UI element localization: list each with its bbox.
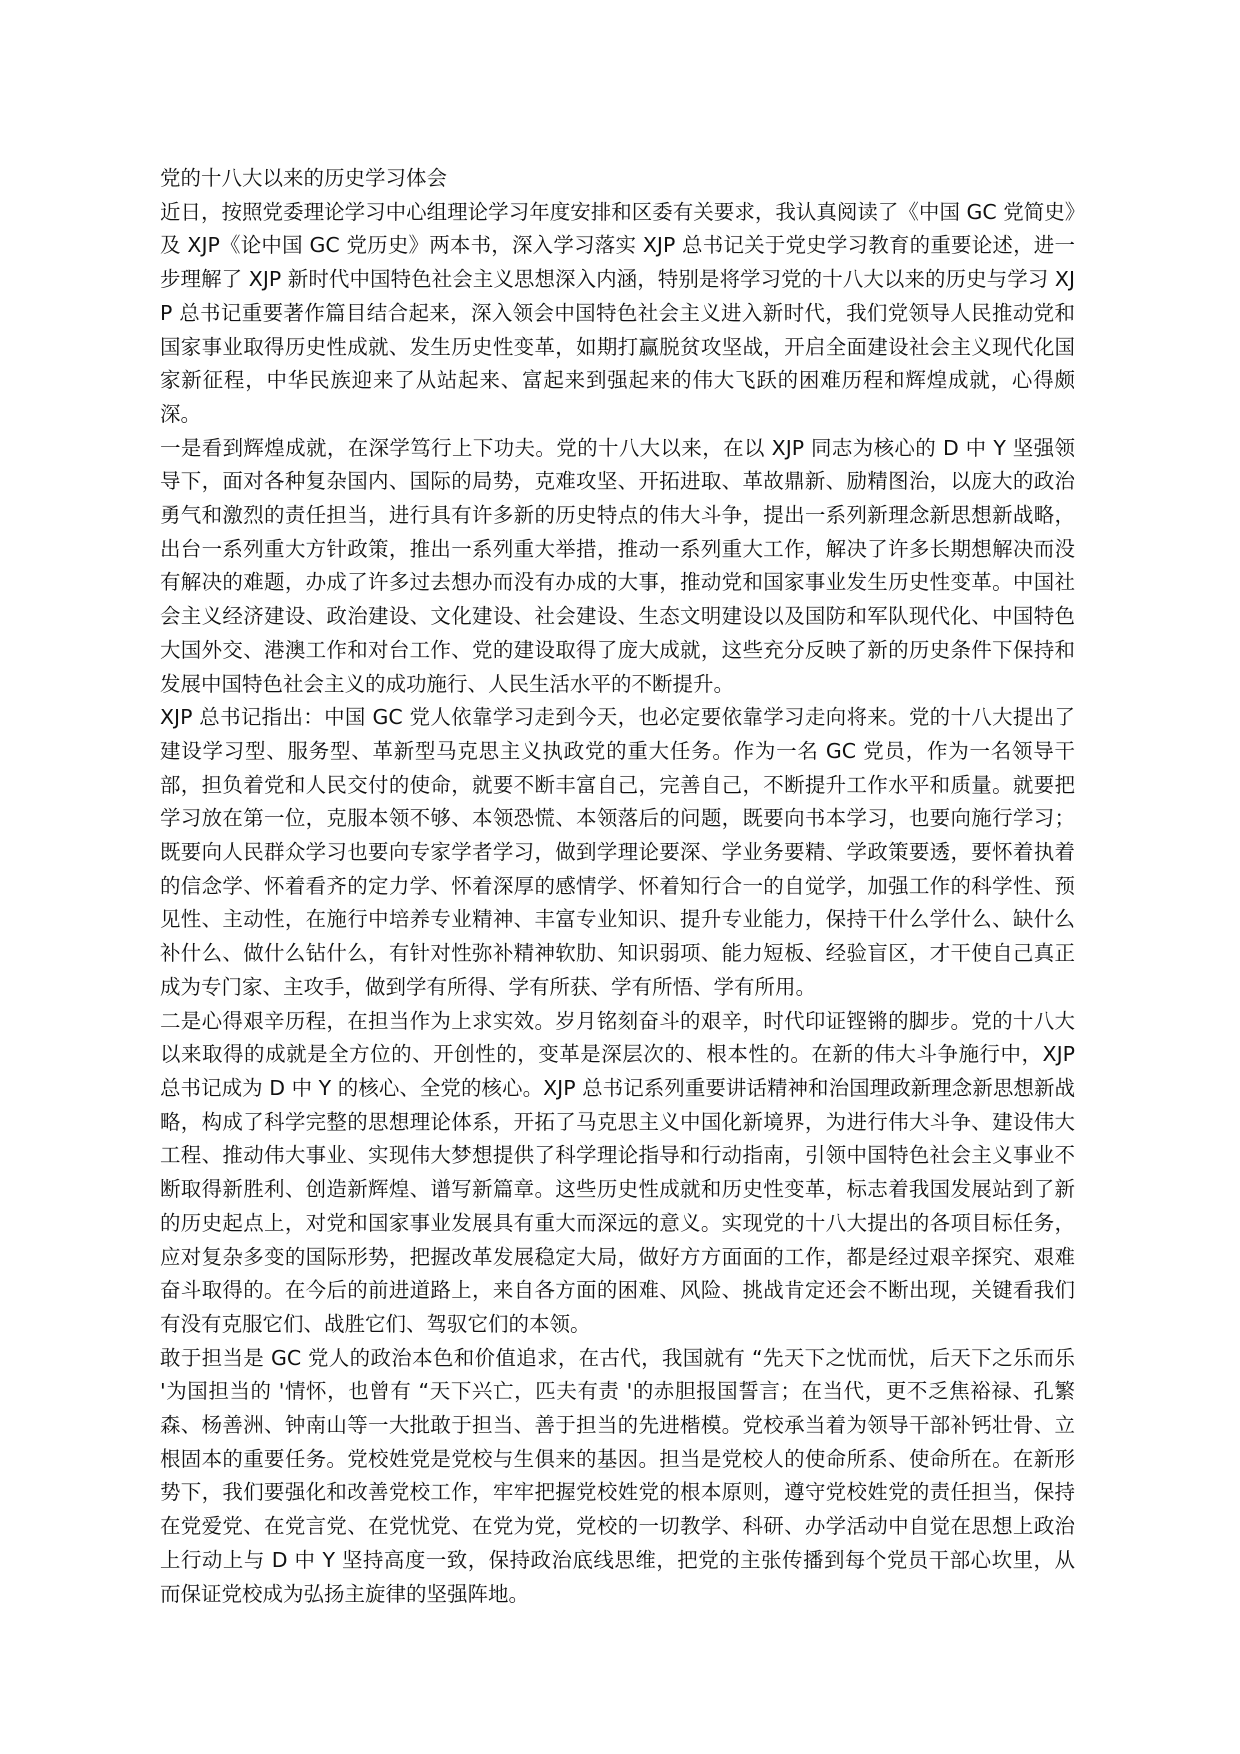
paragraph-responsibility: 敢于担当是 GC 党人的政治本色和价值追求，在古代，我国就有 “先天下之忧而忧，后天下之乐而乐 '为国担当的 '情怀，也曾有 “天下兴亡，匹夫有责 '的赤胆报国誓言；在当代，更不乏焦裕禄、孔繁森、杨善洲、钟南山等一大批敢于担当、善于担当的先进楷模。党校承当着为领导干部补钙壮骨、立根固本的重要任务。党校姓党是党校与生俱来的基因。担当是党校人的使命所系、使命所在。在新形势下，我们要强化和改善党校工作，牢牢把握党校姓党的根本原则，遵守党校姓党的责任担当，保持在党爱党、在党言党、在党忧党、在党为党，党校的一切教学、科研、办学活动中自觉在思想上政治上行动上与 D 中 Y 坚持高度一致，保持政治底线思维，把党的主张传播到每个党员干部心坎里，从而保证党校成为弘扬主旋律的坚强阵地。: [160, 1345, 1075, 1606]
paragraph-hardships: 二是心得艰辛历程，在担当作为上求实效。岁月铭刻奋斗的艰辛，时代印证铿锵的脚步。党的十八大以来取得的成就是全方位的、开创性的，变革是深层次的、根本性的。在新的伟大斗争施行中，XJP 总书记成为 D 中 Y 的核心、全党的核心。XJP 总书记系列重要讲话精神和治国理政新理念新思想新战略，构成了科学完整的思想理论体系，开拓了马克思主义中国化新境界，为进行伟大斗争、建设伟大工程、推动伟大事业、实现伟大梦想提供了科学理论指导和行动指南，引领中国特色社会主义事业不断取得新胜利、创造新辉煌、谱写新篇章。这些历史性成就和历史性变革，标志着我国发展站到了新的历史起点上，对党和国家事业发展具有重大而深远的意义。实现党的十八大提出的各项目标任务，应对复杂多变的国际形势，把握改革发展稳定大局，做好方方面面的工作，都是经过艰辛探究、艰难奋斗取得的。在今后的前进道路上，来自各方面的困难、风险、挑战肯定还会不断出现，关键看我们有没有克服它们、战胜它们、驾驭它们的本领。: [160, 1008, 1075, 1336]
document-title: 党的十八大以来的历史学习体会: [160, 166, 447, 190]
paragraph-intro: 近日，按照党委理论学习中心组理论学习年度安排和区委有关要求，我认真阅读了《中国 GC 党简史》及 XJP《论中国 GC 党历史》两本书，深入学习落实 XJP 总书记关于党史学习教育的重要论述，进一步理解了 XJP 新时代中国特色社会主义思想深入内涵，特别是将学习党的十八大以来的历史与学习 XJP 总书记重要著作篇目结合起来，深入领会中国特色社会主义进入新时代，我们党领导人民推动党和国家事业取得历史性成就、发生历史性变革，如期打赢脱贫攻坚战，开启全面建设社会主义现代化国家新征程，中华民族迎来了从站起来、富起来到强起来的伟大飞跃的困难历程和辉煌成就，心得颇深。: [160, 199, 1075, 426]
paragraph-learning: XJP 总书记指出：中国 GC 党人依靠学习走到今天，也必定要依靠学习走向将来。党的十八大提出了建设学习型、服务型、革新型马克思主义执政党的重大任务。作为一名 GC 党员，作为一名领导干部，担负着党和人民交付的使命，就要不断丰富自己，完善自己，不断提升工作水平和质量。就要把学习放在第一位，克服本领不够、本领恐慌、本领落后的问题，既要向书本学习，也要向施行学习；既要向人民群众学习也要向专家学者学习，做到学理论要深、学业务要精、学政策要透，要怀着执着的信念学、怀着看齐的定力学、怀着深厚的感情学、怀着知行合一的自觉学，加强工作的科学性、预见性、主动性，在施行中培养专业精神、丰富专业知识、提升专业能力，保持干什么学什么、缺什么补什么、做什么钻什么，有针对性弥补精神软肋、知识弱项、能力短板、经验盲区，才干使自己真正成为专门家、主攻手，做到学有所得、学有所获、学有所悟、学有所用。: [160, 705, 1075, 999]
paragraph-achievements: 一是看到辉煌成就，在深学笃行上下功夫。党的十八大以来，在以 XJP 同志为核心的 D 中 Y 坚强领导下，面对各种复杂国内、国际的局势，克难攻坚、开拓进取、革故鼎新、励精图治，以庞大的政治勇气和激烈的责任担当，进行具有许多新的历史特点的伟大斗争，提出一系列新理念新思想新战略，出台一系列重大方针政策，推出一系列重大举措，推动一系列重大工作，解决了许多长期想解决而没有解决的难题，办成了许多过去想办而没有办成的大事，推动党和国家事业发生历史性变革。中国社会主义经济建设、政治建设、文化建设、社会建设、生态文明建设以及国防和军队现代化、中国特色大国外交、港澳工作和对台工作、党的建设取得了庞大成就，这些充分反映了新的历史条件下保持和发展中国特色社会主义的成功施行、人民生活水平的不断提升。: [160, 435, 1075, 696]
document-page: [160, 162, 1075, 1611]
